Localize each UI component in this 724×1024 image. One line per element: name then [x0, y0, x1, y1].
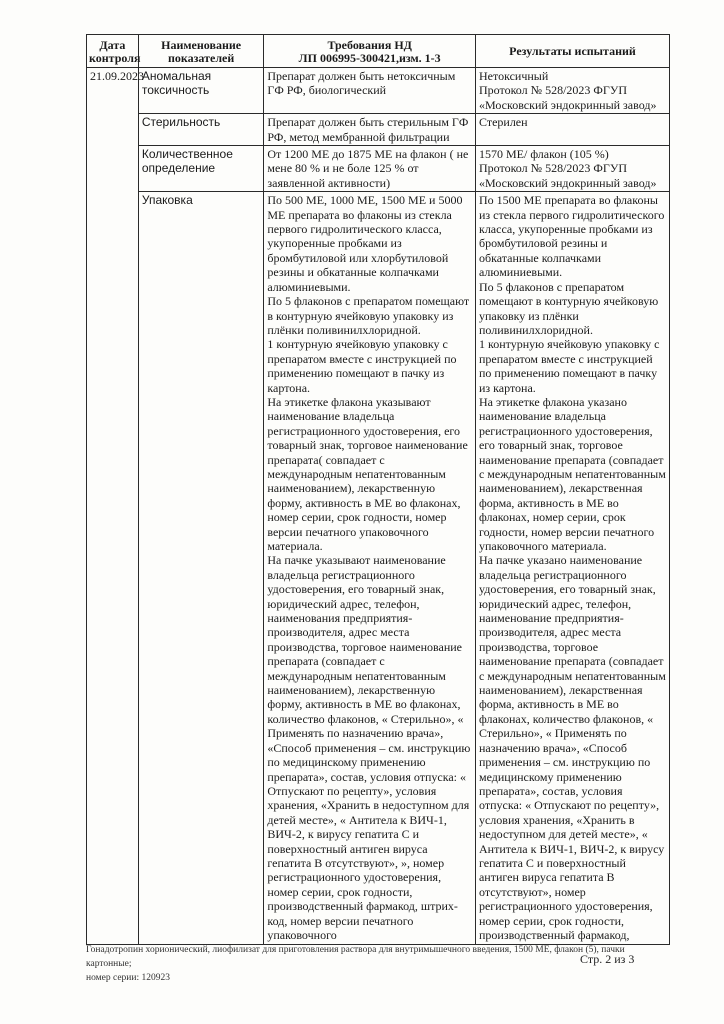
indicator-name: Стерильность [138, 114, 264, 146]
packaging-result-paragraph: По 1500 МЕ препарата во флаконы из стекла первого гидролитического класса, укупоренные пробками из бромбутиловой резины и обкатанные колпачками алюминиевыми. [478, 193, 665, 280]
table-row-packaging [87, 192, 670, 945]
packaging-requirement [264, 192, 476, 945]
control-date: 21.09.2023 [87, 68, 139, 945]
result-protocol: Протокол № 528/2023 ФГУП «Московский эндокринный завод» [478, 83, 657, 112]
packaging-result-paragraph: По 5 флаконов с препаратом помещают в контурную ячейковую упаковку из плёнки поливинилхлоридной. [478, 279, 659, 337]
page-number: Стр. 2 из 3 [580, 952, 635, 966]
header-date: Дата контроля [87, 35, 139, 68]
packaging-result-paragraph: На этикетке флакона указано наименование владельца регистрационного удостоверения, его товарный знак, торговое наименование препарата (совпадает с международным непатентованным наименованием), лекарственная форма, активность в МЕ во флаконах, номер серии, срок годности, номер версии печатного упаковочного материала. [478, 394, 666, 553]
header-requirements [264, 35, 476, 68]
header-req-title: Требования НД [327, 38, 412, 52]
result-value: Нетоксичный [478, 69, 549, 83]
indicator-name: Аномальная токсичность [138, 68, 264, 114]
packaging-result-paragraph: На пачке указано наименование владельца регистрационного удостоверения, его товарный знак, юридический адрес, телефон, наименование предприятия- производителя, адрес места производства, торговое наименование препарата (совпадает с международным непатентованным наименованием), лекарственная форма, активность в МЕ во флаконах, количество флаконов, « Стерильно», « Применять по назначению врача», «Способ применения – см. инструкцию по медицинскому применению препарата», состав, условия отпуска: « Отпускают по рецепту», условия хранения, «Хранить в недоступном для детей месте», « Антитела к ВИЧ-1, ВИЧ-2, к вирусу гепатита С и поверхностный антиген вируса гепатита В отсутствуют», номер регистрационного удостоверения, номер серии, срок годности, производственный фармакод, [478, 553, 666, 942]
requirement-text: От 1200 МЕ до 1875 МЕ на флакон ( не мене 80 % и не боле 125 % от заявленной активности) [264, 146, 476, 192]
table-row [87, 146, 670, 192]
test-results-table [86, 34, 670, 945]
packaging-req-paragraph: По 5 флаконов с препаратом помещают в контурную ячейковую упаковку из плёнки поливинилхлоридной. [267, 294, 470, 337]
header-name: Наименование показателей [138, 35, 264, 68]
footer-product: Гонадотропин хорионический, лиофилизат для приготовления раствора для внутримышечного введения, 1500 МЕ, флакон (5), пачки картонные; [86, 945, 625, 969]
packaging-req-paragraph: На пачке указывают наименование владельца регистрационного удостоверения, его товарный знак, юридический адрес, телефон, наименования предприятия- производителя, адрес места производства, торговое наименование препарата (совпадает с международным непатентованным наименованием), лекарственную форму, активность в МЕ во флаконах, количество флаконов, « Стерильно», « Применять по назначению врача», «Способ применения – см. инструкцию по медицинскому применению препарата», состав, условия отпуска: « Отпускают по рецепту», условия хранения, «Хранить в недоступном для детей месте», « Антитела к ВИЧ-1, ВИЧ-2, к вирусу гепатита С и поверхностный антиген вируса гепатита В отсутствуют», », номер регистрационного удостоверения, номер серии, срок годности, производственный фармакод, штрих-код, номер версии печатного упаковочного [267, 553, 471, 942]
table-header-row [87, 35, 670, 68]
indicator-name: Упаковка [138, 192, 264, 945]
packaging-req-paragraph: 1 контурную ячейковую упаковку с препаратом вместе с инструкцией по применению помещают в пачку из картона. [267, 337, 457, 395]
result-text [475, 68, 669, 114]
packaging-req-paragraph: По 500 МЕ, 1000 МЕ, 1500 МЕ и 5000 МЕ препарата во флаконы из стекла первого гидролитического класса, укупоренные пробками из бромбутиловой или хлорбутиловой резины и обкатанные колпачками алюминиевыми. [267, 193, 463, 294]
result-text [475, 146, 669, 192]
footer-batch: номер серии: 120923 [86, 973, 170, 983]
packaging-req-paragraph: На этикетке флакона указывают наименование владельца регистрационного удостоверения, его товарный знак, торговое наименование препарата( совпадает с международным непатентованным наименованием), лекарственную форму, активность в МЕ во флаконах, номер серии, срок годности, номер версии печатного упаковочного материала. [267, 394, 468, 553]
header-req-doc: ЛП 006995-300421,изм. 1-3 [298, 51, 441, 65]
result-value: 1570 МЕ/ флакон (105 %) [478, 147, 609, 162]
header-results: Результаты испытаний [475, 35, 669, 68]
table-row [87, 114, 670, 146]
packaging-result-paragraph: 1 контурную ячейковую упаковку с препаратом вместе с инструкцией по применению помещают в пачку из картона. [478, 337, 660, 395]
result-text [475, 114, 669, 146]
table-row [87, 68, 670, 114]
packaging-result [475, 192, 669, 945]
requirement-text: Препарат должен быть нетоксичным ГФ РФ, биологический [264, 68, 476, 114]
indicator-name: Количественное определение [138, 146, 264, 192]
requirement-text: Препарат должен быть стерильным ГФ РФ, метод мембранной фильтрации [264, 114, 476, 146]
result-protocol: Протокол № 528/2023 ФГУП «Московский эндокринный завод» [478, 161, 657, 190]
result-value: Стерилен [478, 115, 528, 130]
